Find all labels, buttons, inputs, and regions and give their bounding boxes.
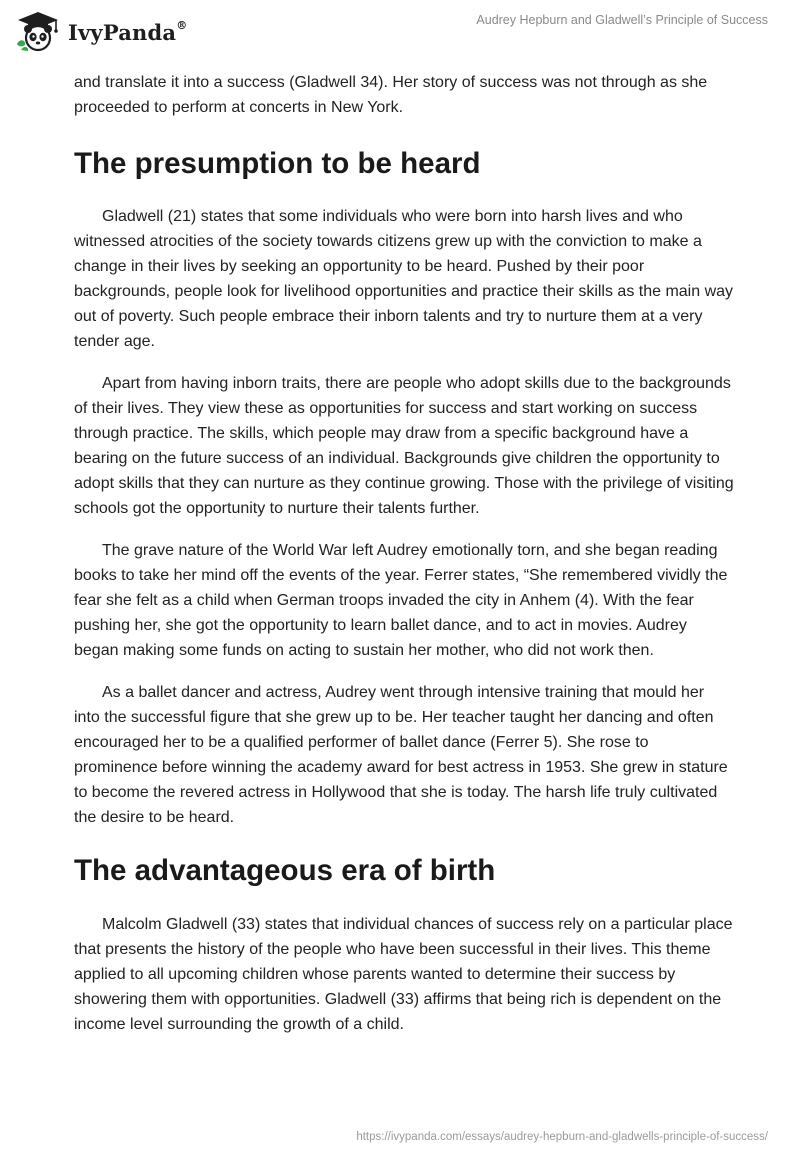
essay-body	[74, 70, 734, 1037]
paragraph: The grave nature of the World War left Audrey emotionally torn, and she began reading books to take her mind off the events of the year. Ferrer states, “She remembered vividly the fear she felt as a child when German troops invaded the city in Anhem (4). With the fear pushing her, she got the opportunity to learn ballet dance, and to act in movies. Audrey began making some funds on acting to sustain her mother, who did not work then.	[74, 542, 728, 659]
page-header	[0, 0, 800, 60]
registered-mark: ®	[176, 18, 188, 32]
paragraph: Gladwell (21) states that some individuals who were born into harsh lives and who witnessed atrocities of the society towards citizens grew up with the conviction to make a change in their lives by seeking an opportunity to be heard. Pushed by their poor backgrounds, people look for livelihood opportunities and practice their skills as the main way out of poverty. Such people embrace their inborn talents and try to nurture them at a very tender age.	[74, 208, 734, 350]
source-url-link[interactable]: https://ivypanda.com/essays/audrey-hepburn-and-gladwells-principle-of-success/	[356, 1131, 768, 1143]
section-heading-presumption: The presumption to be heard	[74, 147, 481, 180]
panda-graduation-icon	[14, 10, 62, 52]
paragraph: As a ballet dancer and actress, Audrey went through intensive training that mould her into the successful figure that she grew up to be. Her teacher taught her dancing and often encouraged her to be a qualified performer of ballet dance (Ferrer 5). She rose to prominence before winning the academy award for best actress in 1953. She grew in stature to become the revered actress in Hollywood that she is today. The harsh life truly cultivated the desire to be heard.	[74, 684, 728, 826]
brand-name: IvyPanda®	[68, 18, 188, 45]
section-heading-era-of-birth: The advantageous era of birth	[74, 854, 496, 887]
intro-paragraph: and translate it into a success (Gladwell 34). Her story of success was not through as she proceeded to perform at concerts in New York.	[74, 74, 708, 116]
paragraph: Apart from having inborn traits, there are people who adopt skills due to the backgrounds of their lives. They view these as opportunities for success and start working on success through practice. The skills, which people may draw from a specific background have a bearing on the future success of an individual. Backgrounds give children the opportunity to adopt skills that they can nurture as they continue growing. Those with the privilege of visiting schools got the opportunity to nurture their talents further.	[74, 375, 734, 517]
ivypanda-logo[interactable]	[14, 10, 187, 52]
document-title: Audrey Hepburn and Gladwell’s Principle of Success	[476, 13, 768, 27]
paragraph: Malcolm Gladwell (33) states that individual chances of success rely on a particular place that presents the history of the people who have been successful in their lives. This theme applied to all upcoming children whose parents wanted to determine their success by showering them with opportunities. Gladwell (33) affirms that being rich is dependent on the income level surrounding the growth of a child.	[74, 916, 733, 1033]
